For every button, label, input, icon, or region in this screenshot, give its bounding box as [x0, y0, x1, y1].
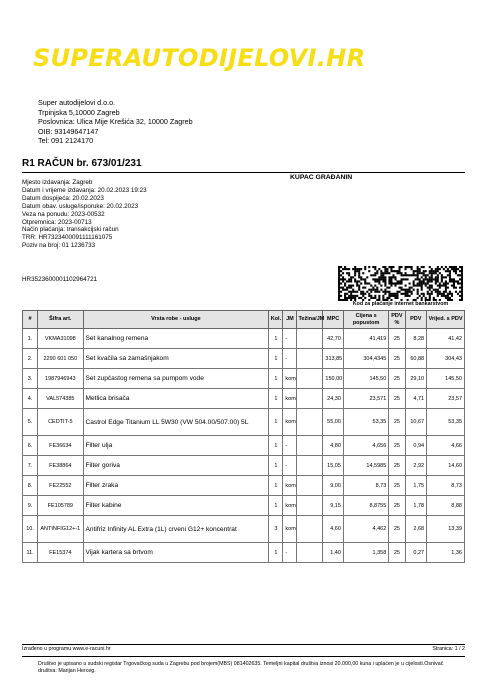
row-number: 1.	[23, 329, 38, 349]
item-mpc: 150,00	[323, 369, 344, 389]
item-unit: -	[283, 329, 297, 349]
row-number: 11.	[23, 543, 38, 563]
item-quantity: 1	[269, 456, 283, 476]
row-number: 5.	[23, 409, 38, 436]
company-oib: OIB: 93149647147	[38, 126, 99, 136]
item-vat-rate: 25	[389, 456, 405, 476]
item-unit: -	[283, 349, 297, 369]
page-indicator: Stranica: 1 / 2	[432, 646, 465, 652]
item-total: 23,57	[427, 389, 465, 409]
item-discount-price: 41,419	[343, 329, 388, 349]
col-header-vat: PDV	[405, 311, 427, 329]
item-description: Filter goriva	[83, 456, 269, 476]
item-total: 53,35	[427, 409, 465, 436]
table-row	[23, 516, 465, 543]
table-row	[23, 496, 465, 516]
item-discount-price: 53,35	[343, 409, 388, 436]
item-weight	[297, 329, 323, 349]
item-code: FE15374	[38, 543, 83, 563]
item-unit: kom	[283, 369, 297, 389]
item-quantity: 1	[269, 369, 283, 389]
item-vat: 60,88	[405, 349, 427, 369]
item-vat: 8,28	[405, 329, 427, 349]
table-row	[23, 349, 465, 369]
item-vat: 2,68	[405, 516, 427, 543]
item-weight	[297, 496, 323, 516]
item-vat-rate: 25	[389, 543, 405, 563]
item-discount-price: 14,5985	[343, 456, 388, 476]
item-discount-price: 8,8755	[343, 496, 388, 516]
company-branch: Poslovnica: Ulica Mije Krešića 32, 10000 Zagreb	[38, 117, 193, 126]
barcode-caption: Kod za plaćanje internet bankarstvom	[352, 301, 449, 307]
item-vat-rate: 25	[389, 329, 405, 349]
item-vat-rate: 25	[389, 436, 405, 456]
item-unit: kom	[283, 496, 297, 516]
item-description: Set kanalnog remena	[83, 329, 269, 349]
item-discount-price: 145,50	[343, 369, 388, 389]
item-vat: 4,71	[405, 389, 427, 409]
title-divider	[22, 172, 465, 173]
item-code: 1987946943	[38, 369, 83, 389]
item-code: VKMA31098	[38, 329, 83, 349]
payment-reference: HR3523600001102964721	[22, 276, 98, 283]
col-header-weight: Težina/JM	[297, 311, 323, 329]
table-row	[23, 369, 465, 389]
col-header-total: Vrijed. s PDV	[427, 311, 465, 329]
row-number: 6.	[23, 436, 38, 456]
item-description: Filter ulja	[83, 436, 269, 456]
item-quantity: 1	[269, 476, 283, 496]
item-mpc: 1,40	[323, 543, 344, 563]
item-weight	[297, 369, 323, 389]
item-weight	[297, 476, 323, 496]
buyer-label: KUPAC GRAĐANIN	[290, 174, 353, 181]
item-description: Filter kabine	[83, 496, 269, 516]
item-total: 41,42	[427, 329, 465, 349]
meta-place: Mjesto izdavanja: Zagreb	[22, 179, 93, 186]
item-unit: -	[283, 456, 297, 476]
software-note: Izrađeno u programu www.e-racuni.hr	[22, 646, 111, 652]
meta-offer-ref: Veza na ponudu: 2023-00532	[22, 210, 105, 218]
item-code: FE36634	[38, 436, 83, 456]
item-vat: 0,94	[405, 436, 427, 456]
item-total: 14,60	[427, 456, 465, 476]
items-table	[22, 310, 465, 563]
item-code: CEDTIT-5	[38, 409, 83, 436]
item-total: 8,88	[427, 496, 465, 516]
legal-notice: Društvo je upisano u sudski registar Trgovačkog suda u Zagrebu pod brojem(MBS) 081402635. Temeljni kapital društva iznosi 20.000,00 kuna i uplaćen je u cijelosti.Osnivač društva: Marijan Herceg.	[38, 661, 444, 674]
brand-logo: SUPERAUTODIJELOVI.HR	[33, 44, 366, 72]
item-mpc: 4,60	[323, 516, 344, 543]
item-mpc: 9,15	[323, 496, 344, 516]
item-weight	[297, 456, 323, 476]
item-vat: 1,78	[405, 496, 427, 516]
row-number: 8.	[23, 476, 38, 496]
item-description: Filter zraka	[83, 476, 269, 496]
item-mpc: 4,80	[323, 436, 344, 456]
invoice-title: R1 RAČUN br. 673/01/231	[22, 158, 142, 169]
item-unit: kom	[283, 516, 297, 543]
item-discount-price: 4,462	[343, 516, 388, 543]
item-vat-rate: 25	[389, 389, 405, 409]
item-quantity: 1	[269, 349, 283, 369]
item-vat-rate: 25	[389, 409, 405, 436]
meta-service-date: Datum obav. usluge/isporuke: 20.02.2023	[22, 202, 139, 210]
item-description: Vijak kartera sa brtvom	[83, 543, 269, 563]
table-row	[23, 543, 465, 563]
row-number: 2.	[23, 349, 38, 369]
meta-trr: TRR: HR7323400091111161075	[22, 234, 113, 242]
item-vat-rate: 25	[389, 516, 405, 543]
item-code: FE22552	[38, 476, 83, 496]
item-vat-rate: 25	[389, 369, 405, 389]
item-quantity: 3	[269, 516, 283, 543]
item-discount-price: 1,358	[343, 543, 388, 563]
meta-payment-method: Način plaćanja: transakcijski račun	[22, 226, 119, 234]
item-unit: kom	[283, 409, 297, 436]
row-number: 3.	[23, 369, 38, 389]
item-weight	[297, 436, 323, 456]
col-header-quantity: Kol.	[269, 311, 283, 329]
item-mpc: 15,05	[323, 456, 344, 476]
item-code: 2290 601 050	[38, 349, 83, 369]
table-row	[23, 329, 465, 349]
meta-issue-datetime: Datum i vrijeme izdavanja: 20.02.2023 19:23	[22, 186, 147, 194]
meta-reference-number: Poziv na broj: 01 1236733	[22, 242, 96, 250]
item-code: ANTINFIG12+-1	[38, 516, 83, 543]
item-quantity: 1	[269, 543, 283, 563]
item-quantity: 1	[269, 436, 283, 456]
col-header-number: #	[23, 311, 38, 329]
item-mpc: 9,00	[323, 476, 344, 496]
item-total: 8,73	[427, 476, 465, 496]
item-code: VAL574385	[38, 389, 83, 409]
item-unit: -	[283, 543, 297, 563]
item-unit: -	[283, 436, 297, 456]
invoice-meta	[22, 179, 147, 250]
company-name: Super autodijelovi d.o.o.	[38, 98, 116, 107]
footer-divider	[22, 644, 465, 645]
item-quantity: 1	[269, 389, 283, 409]
col-header-code: Šifra art.	[38, 311, 83, 329]
item-vat: 10,67	[405, 409, 427, 436]
item-vat: 1,75	[405, 476, 427, 496]
meta-delivery-note: Otpremnica: 2023-00713	[22, 218, 92, 226]
item-vat-rate: 25	[389, 496, 405, 516]
item-mpc: 55,00	[323, 409, 344, 436]
item-weight	[297, 409, 323, 436]
row-number: 4.	[23, 389, 38, 409]
col-header-discount-price: Cijena s popustom	[343, 311, 388, 329]
table-row	[23, 476, 465, 496]
item-vat-rate: 25	[389, 476, 405, 496]
company-address: Trpinjska 5,10000 Zagreb	[38, 107, 120, 117]
item-vat: 0,27	[405, 543, 427, 563]
item-mpc: 24,30	[323, 389, 344, 409]
item-description: Antifriz Infinity AL Extra (1L) crveni G12+ koncentrat	[83, 516, 269, 543]
item-description: Set kvačila sa zamašnjakom	[83, 349, 269, 369]
item-description: Metlica brisača	[83, 389, 269, 409]
table-header-row	[23, 311, 465, 329]
item-mpc: 42,70	[323, 329, 344, 349]
item-discount-price: 8,73	[343, 476, 388, 496]
item-total: 145,50	[427, 369, 465, 389]
table-row	[23, 409, 465, 436]
company-phone: Tel: 091 2124170	[38, 136, 94, 145]
col-header-mpc: MPC	[323, 311, 344, 329]
item-total: 4,66	[427, 436, 465, 456]
item-code: FE38864	[38, 456, 83, 476]
item-description: Castrol Edge Titanium LL 5W30 (VW 504.00/507.00) 5L	[83, 409, 269, 436]
col-header-unit: JM	[283, 311, 297, 329]
item-mpc: 313,85	[323, 349, 344, 369]
col-header-vat-rate: PDV %	[389, 311, 405, 329]
table-row	[23, 436, 465, 456]
item-unit: kom	[283, 476, 297, 496]
item-code: FE105789	[38, 496, 83, 516]
item-weight	[297, 389, 323, 409]
item-total: 13,39	[427, 516, 465, 543]
item-discount-price: 23,571	[343, 389, 388, 409]
item-vat-rate: 25	[389, 349, 405, 369]
row-number: 9.	[23, 496, 38, 516]
item-weight	[297, 349, 323, 369]
payment-barcode	[338, 266, 463, 301]
item-discount-price: 304,4345	[343, 349, 388, 369]
item-discount-price: 4,656	[343, 436, 388, 456]
item-vat: 29,10	[405, 369, 427, 389]
item-unit: kom	[283, 389, 297, 409]
item-description: Set zupčastog remena sa pumpom vode	[83, 369, 269, 389]
meta-due-date: Datum dospijeća: 20.02.2023	[22, 194, 104, 202]
table-row	[23, 389, 465, 409]
company-info	[38, 98, 193, 146]
item-total: 304,43	[427, 349, 465, 369]
item-quantity: 1	[269, 329, 283, 349]
item-weight	[297, 516, 323, 543]
table-row	[23, 456, 465, 476]
item-quantity: 1	[269, 409, 283, 436]
row-number: 7.	[23, 456, 38, 476]
row-number: 10.	[23, 516, 38, 543]
item-quantity: 1	[269, 496, 283, 516]
item-vat: 2,92	[405, 456, 427, 476]
col-header-description: Vrsta robe - usluge	[83, 311, 269, 329]
legal-divider	[22, 656, 465, 657]
item-total: 1,36	[427, 543, 465, 563]
item-weight	[297, 543, 323, 563]
